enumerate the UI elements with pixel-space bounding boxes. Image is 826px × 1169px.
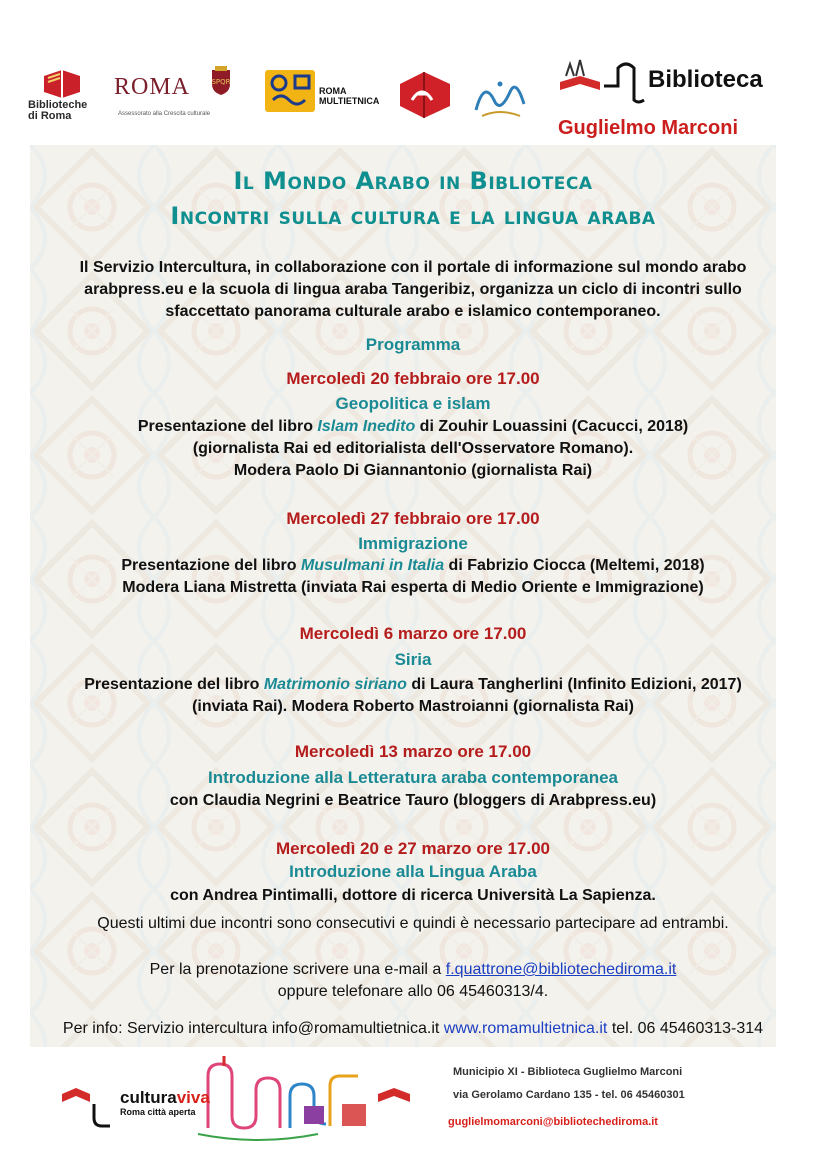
rm-line1: ROMA (319, 86, 347, 96)
info-line (30, 1018, 796, 1040)
info-pre: Per info: Servizio intercultura info@romamultietnica.it (62, 1020, 444, 1037)
event-2-date: Mercoledì 27 febbraio ore 17.00 (286, 509, 540, 528)
event-5-topic: Introduzione alla Lingua Araba (289, 862, 537, 881)
roma-multietnica-text (319, 86, 379, 106)
culturaviva-a: cultura (120, 1088, 177, 1107)
info-tel: tel. 06 45460313-314 (607, 1020, 764, 1037)
event-3-date: Mercoledì 6 marzo ore 17.00 (299, 624, 527, 643)
booking-email-link[interactable]: f.quattrone@bibliotechediroma.it (445, 961, 677, 978)
event-2-post: di Fabrizio Ciocca (Meltemi, 2018) (444, 557, 705, 574)
event-3-book-title: Matrimonio siriano (263, 676, 407, 693)
library-subname: Guglielmo Marconi (558, 117, 739, 139)
rm-line2: MULTIETNICA (319, 96, 380, 106)
program-label: Programma (365, 335, 461, 354)
event-4-line-2: con Claudia Negrini e Beatrice Tauro (bloggers di Arabpress.eu) (169, 792, 657, 809)
event-4-date: Mercoledì 13 marzo ore 17.00 (294, 742, 532, 761)
event-3-post: di Laura Tangherlini (Infinito Edizioni, 2017) (406, 676, 742, 693)
event-2-pre: Presentazione del libro (121, 557, 301, 574)
booking-line (30, 959, 796, 981)
event-1-line-2: (giornalista Rai ed editorialista dell'Osservatore Romano). (192, 440, 634, 457)
roma-wordmark: ROMA (114, 74, 191, 100)
website-link[interactable]: www.romamultietnica.it (443, 1020, 608, 1037)
logo-text-line1: Biblioteche (28, 99, 88, 111)
library-name: Biblioteca (648, 66, 763, 93)
svg-text:SPQR: SPQR (211, 78, 231, 86)
footer-address-1: Municipio XI - Biblioteca Guglielmo Marconi (453, 1066, 683, 1078)
booking-phone: oppure telefonare allo 06 45460313/4. (277, 983, 549, 1000)
roma-crest-icon (210, 66, 232, 96)
event-1-book-title: Islam Inedito (317, 418, 416, 435)
footer-email[interactable]: guglielmomarconi@bibliotechediroma.it (448, 1116, 658, 1128)
event-1-topic: Geopolitica e islam (335, 394, 491, 413)
consecutive-note: Questi ultimi due incontri sono consecutivi e quindi è necessario partecipare ad entrambi. (97, 915, 729, 932)
event-5-date: Mercoledì 20 e 27 marzo ore 17.00 (275, 839, 551, 858)
event-4-topic: Introduzione alla Letteratura araba contemporanea (208, 768, 618, 787)
event-2-line-2: Modera Liana Mistretta (inviata Rai esperta di Medio Oriente e Immigrazione) (122, 579, 704, 596)
event-1-post: di Zouhir Louassini (Cacucci, 2018) (415, 418, 689, 435)
event-3-topic: Siria (394, 650, 432, 669)
event-1-book-line (30, 416, 796, 438)
biblioteca-marconi-logo-icon (556, 42, 646, 104)
culturaviva-logo-icon (58, 1056, 438, 1156)
title-line-2: Incontri sulla cultura e la lingua araba (170, 202, 656, 230)
event-5-line-2: con Andrea Pintimalli, dottore di ricerca Università La Sapienza. (170, 887, 656, 904)
poster-content (30, 145, 796, 1047)
footer-address-2: via Gerolamo Cardano 135 - tel. 06 45460301 (453, 1089, 685, 1101)
event-1-line-3: Modera Paolo Di Giannantonio (giornalista Rai) (233, 462, 593, 479)
culturaviva-tagline: Roma città aperta (120, 1107, 196, 1117)
event-3-book-line (30, 674, 796, 696)
roma-multietnica-logo-icon (265, 70, 315, 112)
logo-text-line2: di Roma (28, 110, 72, 122)
arabic-calligraphy-logo-icon (470, 70, 530, 122)
event-2-book-line (30, 555, 796, 577)
biblioteche-di-roma-logo (28, 66, 106, 122)
booking-pre: Per la prenotazione scrivere una e-mail a (149, 961, 446, 978)
event-3-pre: Presentazione del libro (84, 676, 264, 693)
culturaviva-b: viva (176, 1088, 210, 1107)
event-2-book-title: Musulmani in Italia (300, 557, 445, 574)
red-book-logo-icon (394, 70, 454, 118)
book-icon (38, 68, 84, 98)
roma-subtitle: Assessorato alla Crescita culturale (118, 111, 211, 117)
title-line-1: Il Mondo Arabo in Biblioteca (233, 167, 593, 195)
event-2-topic: Immigrazione (358, 534, 468, 553)
event-1-pre: Presentazione del libro (137, 418, 318, 435)
culturaviva-wordmark (120, 1088, 210, 1108)
intro-paragraph: Il Servizio Intercultura, in collaborazione con il portale di informazione sul mondo arabo arabpress.eu e la scuola di lingua araba Tangeribiz, organizza un ciclo di incontri sullo sfaccettato panorama culturale arabo e islamico contemporaneo. (79, 259, 747, 320)
event-3-line-2: (inviata Rai). Modera Roberto Mastroianni (giornalista Rai) (192, 698, 634, 715)
event-1-date: Mercoledì 20 febbraio ore 17.00 (286, 369, 540, 388)
